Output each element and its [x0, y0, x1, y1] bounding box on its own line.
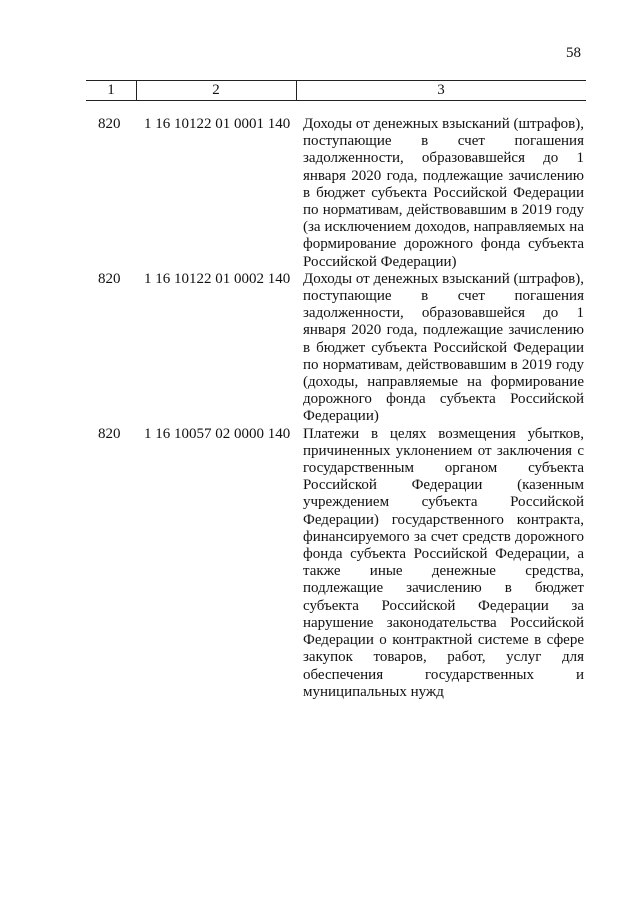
- header-col-2: 2: [212, 82, 220, 98]
- admin-code: 820: [98, 116, 121, 132]
- table-body: [86, 116, 586, 701]
- income-description: Доходы от денежных взысканий (штрафов), поступающие в счет погашения задолженности, образовавшейся до 1 января 2020 года, подлежащие зачислению в бюджет субъекта Российской Федерации по нормативам, действовавшим в 2019 году (доходы, направляемые на формирование дорожного фонда субъекта Российской Федерации): [303, 270, 584, 425]
- income-description: Платежи в целях возмещения убытков, причиненных уклонением от заключения с государственным органом субъекта Российской Федерации (казенным учреждением субъекта Российской Федерации) государственного контракта, финансируемого за счет средств дорожного фонда субъекта Российской Федерации, а также иные денежные средства, подлежащие зачислению в бюджет субъекта Российской Федерации за нарушение законодательства Российской Федерации о контрактной системе в сфере закупок товаров, работ, услуг для обеспечения государственных и муниципальных нужд: [303, 425, 584, 700]
- income-code: 1 16 10122 01 0001 140: [144, 116, 291, 132]
- header-col-3: 3: [437, 82, 445, 98]
- admin-code: 820: [98, 425, 121, 442]
- header-col-1: 1: [107, 82, 115, 98]
- table-header: [86, 80, 586, 101]
- income-description: Доходы от денежных взысканий (штрафов), поступающие в счет погашения задолженности, образовавшейся до 1 января 2020 года, подлежащие зачислению в бюджет субъекта Российской Федерации по нормативам, действовавшим в 2019 году (за исключением доходов, направляемых на формирование дорожного фонда субъекта Российской Федерации): [303, 116, 584, 270]
- page-number: 58: [566, 45, 581, 61]
- admin-code: 820: [98, 270, 121, 287]
- income-code: 1 16 10122 01 0002 140: [144, 270, 291, 287]
- income-code: 1 16 10057 02 0000 140: [144, 425, 291, 442]
- table-row: [86, 271, 586, 426]
- table-row: [86, 116, 586, 271]
- table-row: [86, 426, 586, 701]
